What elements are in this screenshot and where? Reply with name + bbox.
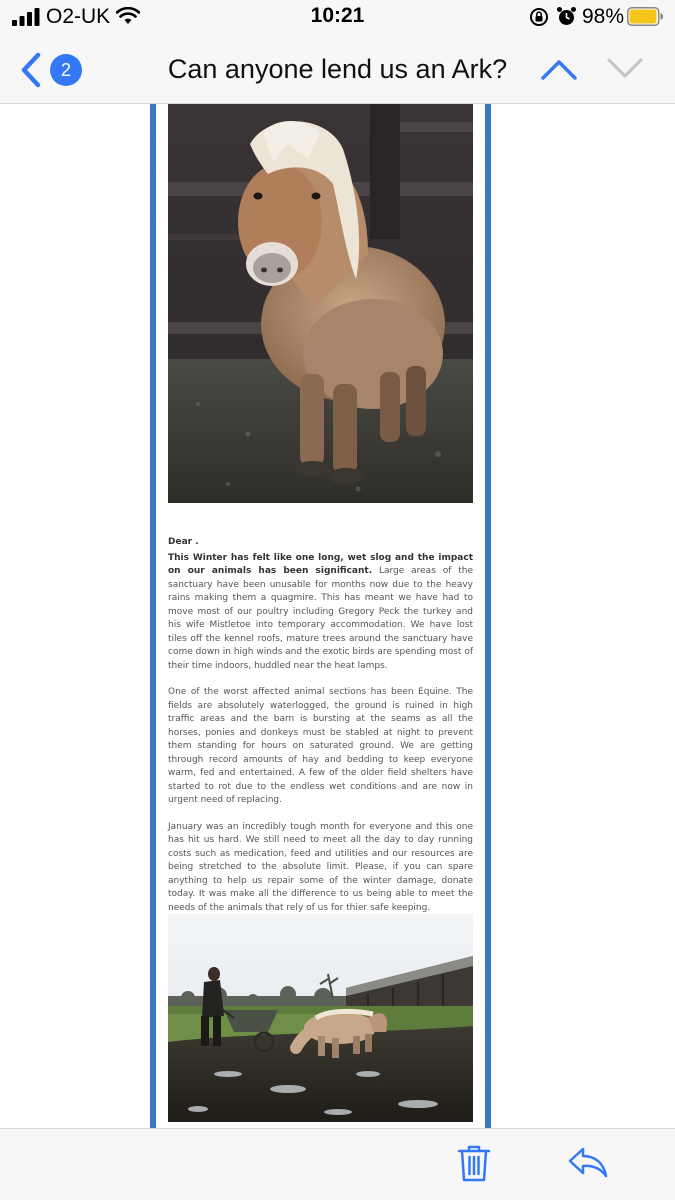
message-toolbar	[0, 1128, 675, 1200]
reply-button[interactable]	[566, 1145, 610, 1179]
status-bar	[0, 0, 675, 36]
trash-icon	[459, 1147, 489, 1180]
battery-percent: 98%	[582, 5, 625, 28]
letter-paragraph-text: Large areas of the sanctuary have been unusable for months now due to the heavy rains making them a quagmire. This has meant we have had to move most of our poultry including Gregory Peck the turkey and his wife Mistletoe into temporary accommodation. We have lost tiles off the kennel roofs, mature trees around the sanctuary have come down in high winds and the exotic birds are spending most of their time indoors, huddled near the heat lamps.	[168, 566, 474, 671]
back-button[interactable]	[14, 50, 88, 90]
letter-lead-sentence: This Winter has felt like one long, wet slog and the impact on our animals has been significant.	[168, 552, 473, 576]
status-time: 10:21	[310, 4, 365, 27]
delete-button[interactable]	[456, 1143, 492, 1183]
back-chevron-icon	[20, 52, 42, 88]
battery-icon	[627, 7, 663, 26]
reply-icon	[570, 1149, 606, 1176]
letter-paragraph	[168, 552, 473, 674]
letter-paragraph: One of the worst affected animal sections has been Equine. The fields are absolutely waterlogged, the ground is ruined in high traffic areas and the barn is bursting at the seams as all the horses, ponies and donkeys must be stabled at night to prevent them standing for hours on saturated ground. We are getting through record amounts of hay and bedding to keep everyone warm, fed and entertained. A few of the older field shelters have started to rot due to the endless wet conditions and are now in urgent need of replacing.	[168, 687, 473, 805]
chevron-up-icon	[543, 62, 575, 78]
alarm-icon	[556, 6, 577, 27]
newsletter-column	[150, 104, 491, 1128]
unread-count-badge: 2	[50, 54, 82, 86]
email-body	[0, 104, 675, 1128]
next-message-button[interactable]	[604, 54, 646, 84]
letter-text	[168, 536, 473, 928]
chevron-down-icon	[609, 60, 641, 76]
pony-photo	[168, 104, 473, 503]
letter-greeting: Dear .	[168, 537, 199, 547]
message-nav-bar	[0, 36, 675, 104]
carrier-name: O2-UK	[46, 5, 111, 28]
rotation-lock-icon	[529, 7, 549, 27]
battery-fill	[630, 10, 657, 24]
message-subject-title: Can anyone lend us an Ark?	[167, 54, 508, 84]
field-photo	[168, 914, 473, 1122]
previous-message-button[interactable]	[538, 54, 580, 84]
letter-paragraph: January was an incredibly tough month for everyone and this one has hit us hard. We still need to meet all the day to day running costs such as medication, feed and utilities and our resources are being stretched to the absolute limit. Please, if you can spare anything to help us repair some of the winter damage, donate today. It was make all the difference to us being able to meet the needs of the animals that rely of us for thier safe keeping.	[168, 821, 473, 913]
